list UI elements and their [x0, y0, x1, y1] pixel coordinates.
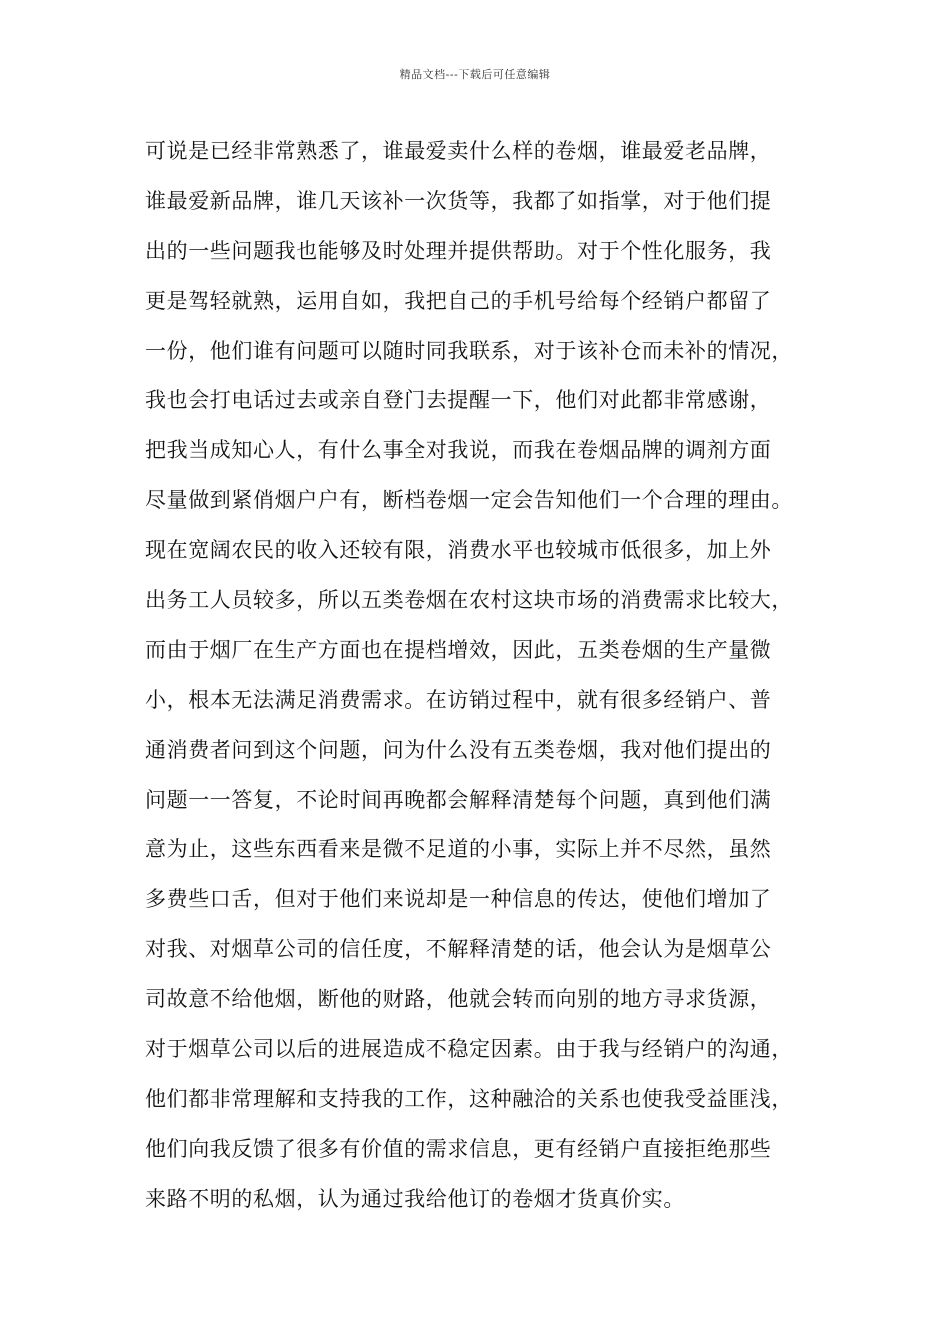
text-line: 小，根本无法满足消费需求。在访销过程中，就有很多经销户、普: [145, 687, 772, 712]
text-line: 可说是已经非常熟悉了，谁最爱卖什么样的卷烟，谁最爱老品牌，: [145, 139, 772, 163]
text-line: 出务工人员较多，所以五类卷烟在农村这块市场的消费需求比较大，: [145, 588, 793, 613]
text-line: 一份，他们谁有问题可以随时同我联系，对于该补仓而未补的情况，: [145, 338, 793, 363]
text-line: 多费些口舌，但对于他们来说却是一种信息的传达，使他们增加了: [145, 887, 772, 912]
text-line: 而由于烟厂在生产方面也在提档增效，因此，五类卷烟的生产量微: [145, 637, 772, 662]
text-line: 尽量做到紧俏烟户户有，断档卷烟一定会告知他们一个合理的理由。: [145, 488, 793, 513]
text-line: 他们向我反馈了很多有价值的需求信息，更有经销户直接拒绝那些: [145, 1136, 772, 1161]
text-line: 谁最爱新品牌，谁几天该补一次货等，我都了如指掌，对于他们提: [145, 188, 772, 213]
text-line: 问题一一答复，不论时间再晚都会解释清楚每个问题，真到他们满: [145, 787, 772, 812]
text-line: 来路不明的私烟，认为通过我给他订的卷烟才货真价实。: [145, 1186, 685, 1211]
text-line: 通消费者问到这个问题，问为什么没有五类卷烟，我对他们提出的: [145, 737, 772, 762]
body-paragraph: [145, 127, 835, 1225]
text-line: 我也会打电话过去或亲自登门去提醒一下，他们对此都非常感谢，: [145, 388, 772, 413]
text-line: 司故意不给他烟，断他的财路，他就会转而向别的地方寻求货源，: [145, 987, 772, 1012]
text-line: 把我当成知心人，有什么事全对我说，而我在卷烟品牌的调剂方面: [145, 438, 772, 463]
text-line: 他们都非常理解和支持我的工作，这种融洽的关系也使我受益匪浅，: [145, 1086, 793, 1111]
text-line: 出的一些问题我也能够及时处理并提供帮助。对于个性化服务，我: [145, 238, 772, 263]
text-line: 对于烟草公司以后的进展造成不稳定因素。由于我与经销户的沟通，: [145, 1037, 793, 1062]
text-line: 更是驾轻就熟，运用自如，我把自己的手机号给每个经销户都留了: [145, 288, 772, 313]
text-line: 现在宽阔农民的收入还较有限，消费水平也较城市低很多，加上外: [145, 538, 772, 563]
text-line: 对我、对烟草公司的信任度，不解释清楚的话，他会认为是烟草公: [145, 937, 772, 962]
page-header: 精品文档---下载后可任意编辑: [399, 68, 551, 81]
text-line: 意为止，这些东西看来是微不足道的小事，实际上并不尽然，虽然: [145, 837, 772, 862]
